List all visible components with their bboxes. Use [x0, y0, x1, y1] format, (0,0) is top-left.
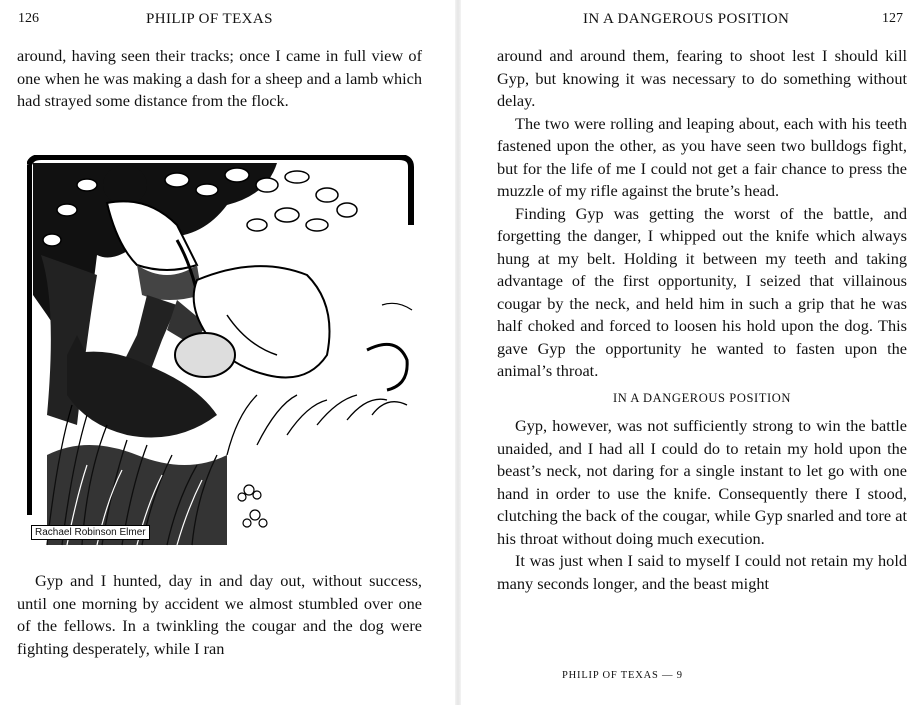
paragraph: around and around them, fearing to shoot lest I should kill Gyp, but knowing it was necessary to do something without delay. — [497, 46, 907, 110]
paragraph: It was just when I said to myself I could not retain my hold many seconds longer, and the beast might — [497, 551, 907, 593]
right-page — [462, 0, 920, 705]
page-number-left: 126 — [18, 11, 39, 26]
right-body-text — [497, 45, 907, 595]
page-number-right: 127 — [882, 11, 903, 26]
running-head-left: PHILIP OF TEXAS — [146, 11, 273, 27]
page-footer-signature: PHILIP OF TEXAS — 9 — [562, 670, 683, 681]
illustration-caption: IN A DANGEROUS POSITION — [612, 390, 792, 405]
left-top-paragraph — [17, 45, 422, 113]
left-page — [0, 0, 458, 705]
left-bottom-paragraph — [17, 570, 422, 660]
illustration-cougar-fight — [27, 155, 415, 553]
paragraph: around, having seen their tracks; once I came in full view of one when he was making a dash for a sheep and a lamb which had strayed some distance from the flock. — [17, 46, 422, 110]
paragraph: Gyp, however, was not sufficiently strong to win the battle unaided, and I had all I could do to retain my hold upon the beast’s neck, not daring for a single instant to let go with one hand in order to use the knife. Consequently there I stood, clutching the back of the cougar, while Gyp snarled and tore at his throat without doing much execution. — [497, 416, 907, 548]
paragraph: Finding Gyp was getting the worst of the battle, and forgetting the danger, I whipped out the knife which always hung at my belt. Holding it between my teeth and taking advantage of the first opportunity, I seized that villainous cougar by the neck, and held him in such a grip that he was half choked and forced to loosen his hold upon the dog. This gave Gyp the opportunity he wanted to fasten upon the animal’s throat. — [497, 203, 907, 380]
paragraph: Gyp and I hunted, day in and day out, without success, until one morning by accident we almost stumbled over one of the fellows. In a twinkling the cougar and the dog were fighting desperately, while I ran — [17, 571, 422, 658]
paragraph: The two were rolling and leaping about, each with his teeth fastened upon the other, as you have seen two bulldogs fight, but for the life of me I could not get a fair chance to press the muzzle of my rifle against the brute’s head. — [497, 113, 907, 200]
running-head-right: IN A DANGEROUS POSITION — [583, 11, 790, 27]
illustrator-signature: Rachael Robinson Elmer — [31, 525, 150, 540]
page-gutter — [455, 0, 461, 705]
